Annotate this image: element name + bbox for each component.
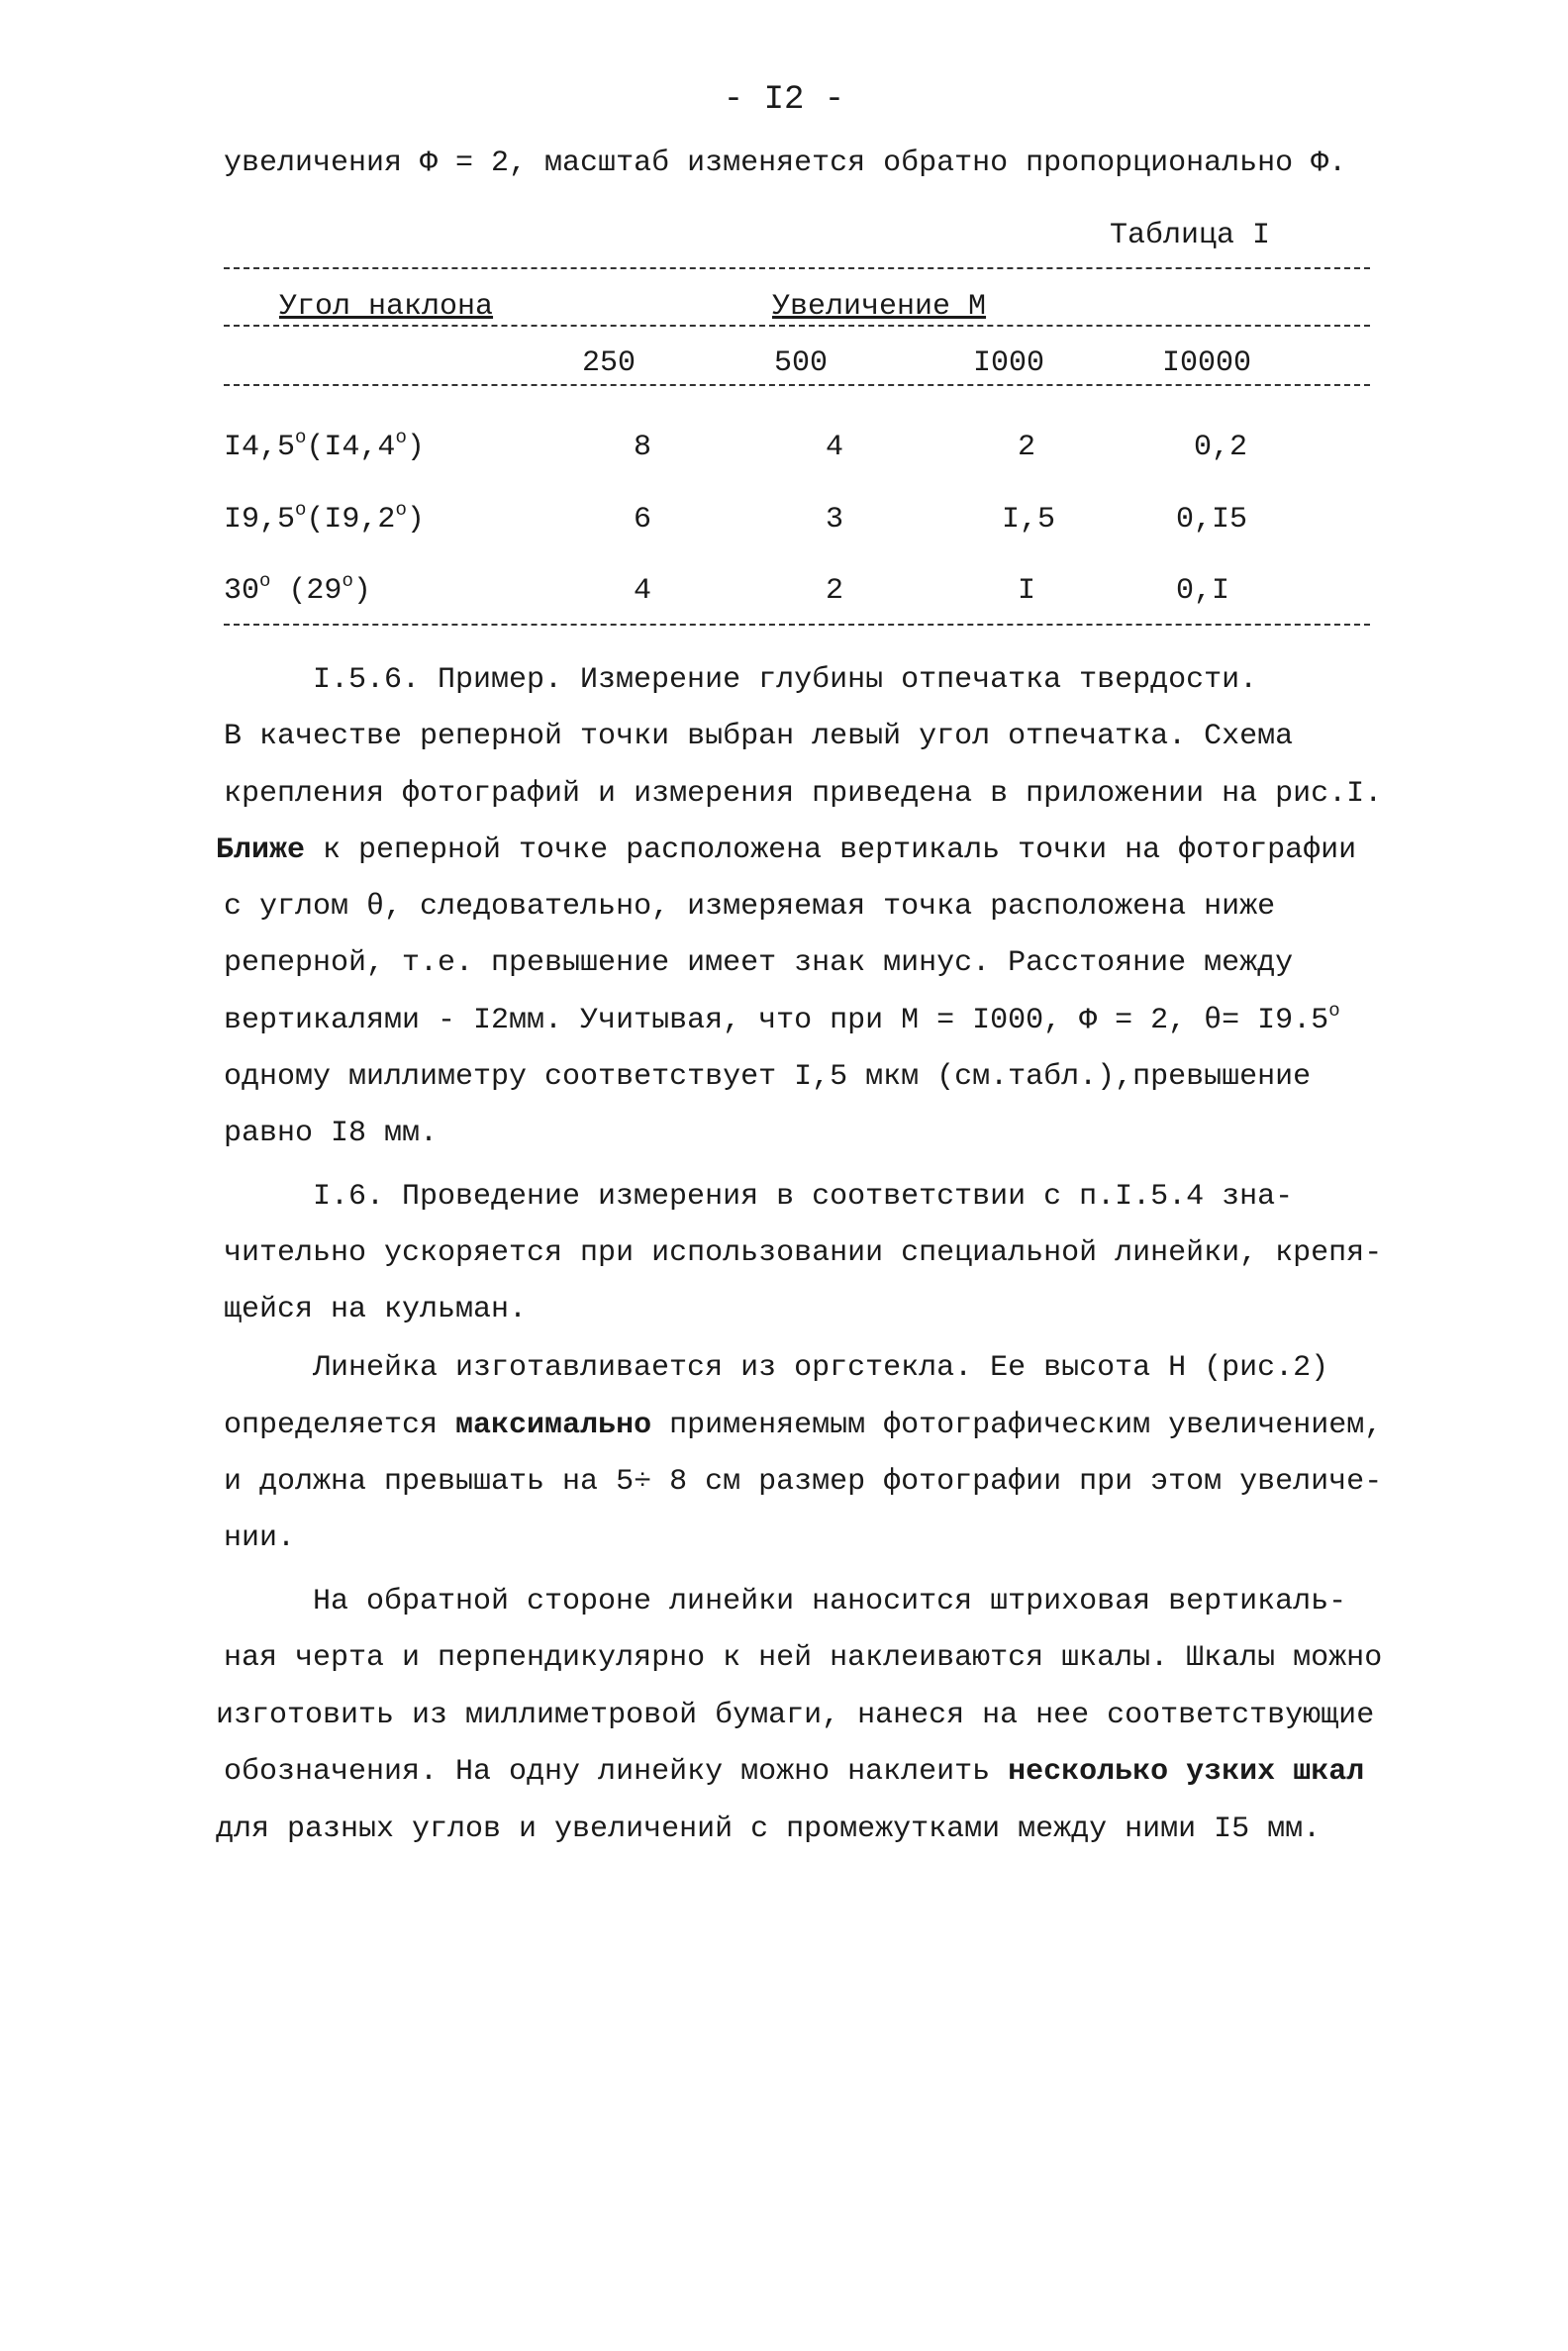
section-16-line: I.6. Проведение измерения в соответствии с п.I.5.4 зна-	[313, 1180, 1294, 1214]
section-156-line: с углом θ, следовательно, измеряемая точка расположена ниже	[224, 890, 1276, 924]
section-156-line: В качестве реперной точки выбран левый угол отпечатка. Схема	[224, 720, 1294, 753]
table-mag-10000: I0000	[1162, 346, 1252, 380]
table-cell: 6	[634, 503, 652, 537]
back-para-line: обозначения. На одну линейку можно наклеить несколько узких шкал	[224, 1755, 1365, 1789]
table-mag-250: 250	[582, 346, 637, 380]
section-16-line: щейся на кульман.	[224, 1293, 528, 1326]
table-mag-1000: I000	[973, 346, 1045, 380]
table-cell: 8	[634, 431, 652, 464]
table-row-angle: I9,5$^o$(I9,2$^o$)	[224, 499, 425, 537]
table-cell: 2	[826, 574, 844, 608]
back-para-line: изготовить из миллиметровой бумаги, нанеся на нее соответствующие	[216, 1699, 1375, 1732]
back-para-line: На обратной стороне линейки наносится штриховая вертикаль-	[313, 1585, 1347, 1618]
table-cell: I	[1018, 574, 1036, 608]
ruler-para-line: определяется максимально применяемым фотографическим увеличением,	[224, 1409, 1383, 1442]
table-rule-subheader	[224, 384, 1370, 386]
section-156-line: Ближе к реперной точке расположена вертикаль точки на фотографии	[216, 833, 1357, 867]
back-para-line: ная черта и перпендикулярно к ней наклеиваются шкалы. Шкалы можно	[224, 1641, 1383, 1675]
table-cell: 4	[826, 431, 844, 464]
section-156-line: крепления фотографий и измерения приведена в приложении на рис.I.	[224, 777, 1383, 811]
table-cell: 4	[634, 574, 652, 608]
bold-word: Ближе	[216, 833, 306, 867]
table-rule-header	[224, 325, 1370, 327]
table-caption: Таблица I	[1110, 219, 1271, 252]
table-header-magnification: Увеличение M	[772, 290, 987, 324]
table-row-angle: 30$^o$ (29$^o$)	[224, 570, 371, 608]
back-para-line: для разных углов и увеличений с промежутками между ними I5 мм.	[216, 1812, 1322, 1846]
section-156-line: вертикалями - I2мм. Учитывая, что при M = I000, Φ = 2, $\theta= I9.5^o$	[224, 1000, 1340, 1037]
section-16-line: чительно ускоряется при использовании специальной линейки, крепя-	[224, 1236, 1383, 1270]
table-cell: 0,I	[1176, 574, 1230, 608]
table-cell: I,5	[1002, 503, 1056, 537]
ruler-para-line: Линейка изготавливается из оргстекла. Ее высота H (рис.2)	[313, 1351, 1329, 1385]
table-header-angle: Угол наклона	[279, 290, 494, 324]
section-156-line: равно I8 мм.	[224, 1117, 439, 1150]
table-cell: 0,2	[1194, 431, 1248, 464]
table-rule-top	[224, 267, 1370, 269]
table-row-angle: I4,5$^o$(I4,4$^o$)	[224, 427, 425, 464]
section-156-line: реперной, т.е. превышение имеет знак минус. Расстояние между	[224, 946, 1294, 980]
ruler-para-line: и должна превышать на 5÷ 8 см размер фотографии при этом увеличе-	[224, 1465, 1383, 1499]
ruler-para-line: нии.	[224, 1521, 296, 1555]
bold-word: максимально	[455, 1409, 652, 1442]
table-mag-500: 500	[774, 346, 829, 380]
bold-phrase: несколько узких шкал	[1008, 1755, 1365, 1789]
table-cell: 0,I5	[1176, 503, 1248, 537]
table-cell: 2	[1018, 431, 1036, 464]
section-156-line: I.5.6. Пример. Измерение глубины отпечатка твердости.	[313, 663, 1258, 697]
table-rule-bottom	[224, 624, 1370, 626]
page-number: - I2 -	[723, 81, 845, 119]
section-156-line: одному миллиметру соответствует I,5 мкм (см.табл.),превышение	[224, 1060, 1312, 1094]
table-cell: 3	[826, 503, 844, 537]
intro-line: увеличения Φ = 2, масштаб изменяется обратно пропорционально Φ.	[224, 147, 1347, 180]
